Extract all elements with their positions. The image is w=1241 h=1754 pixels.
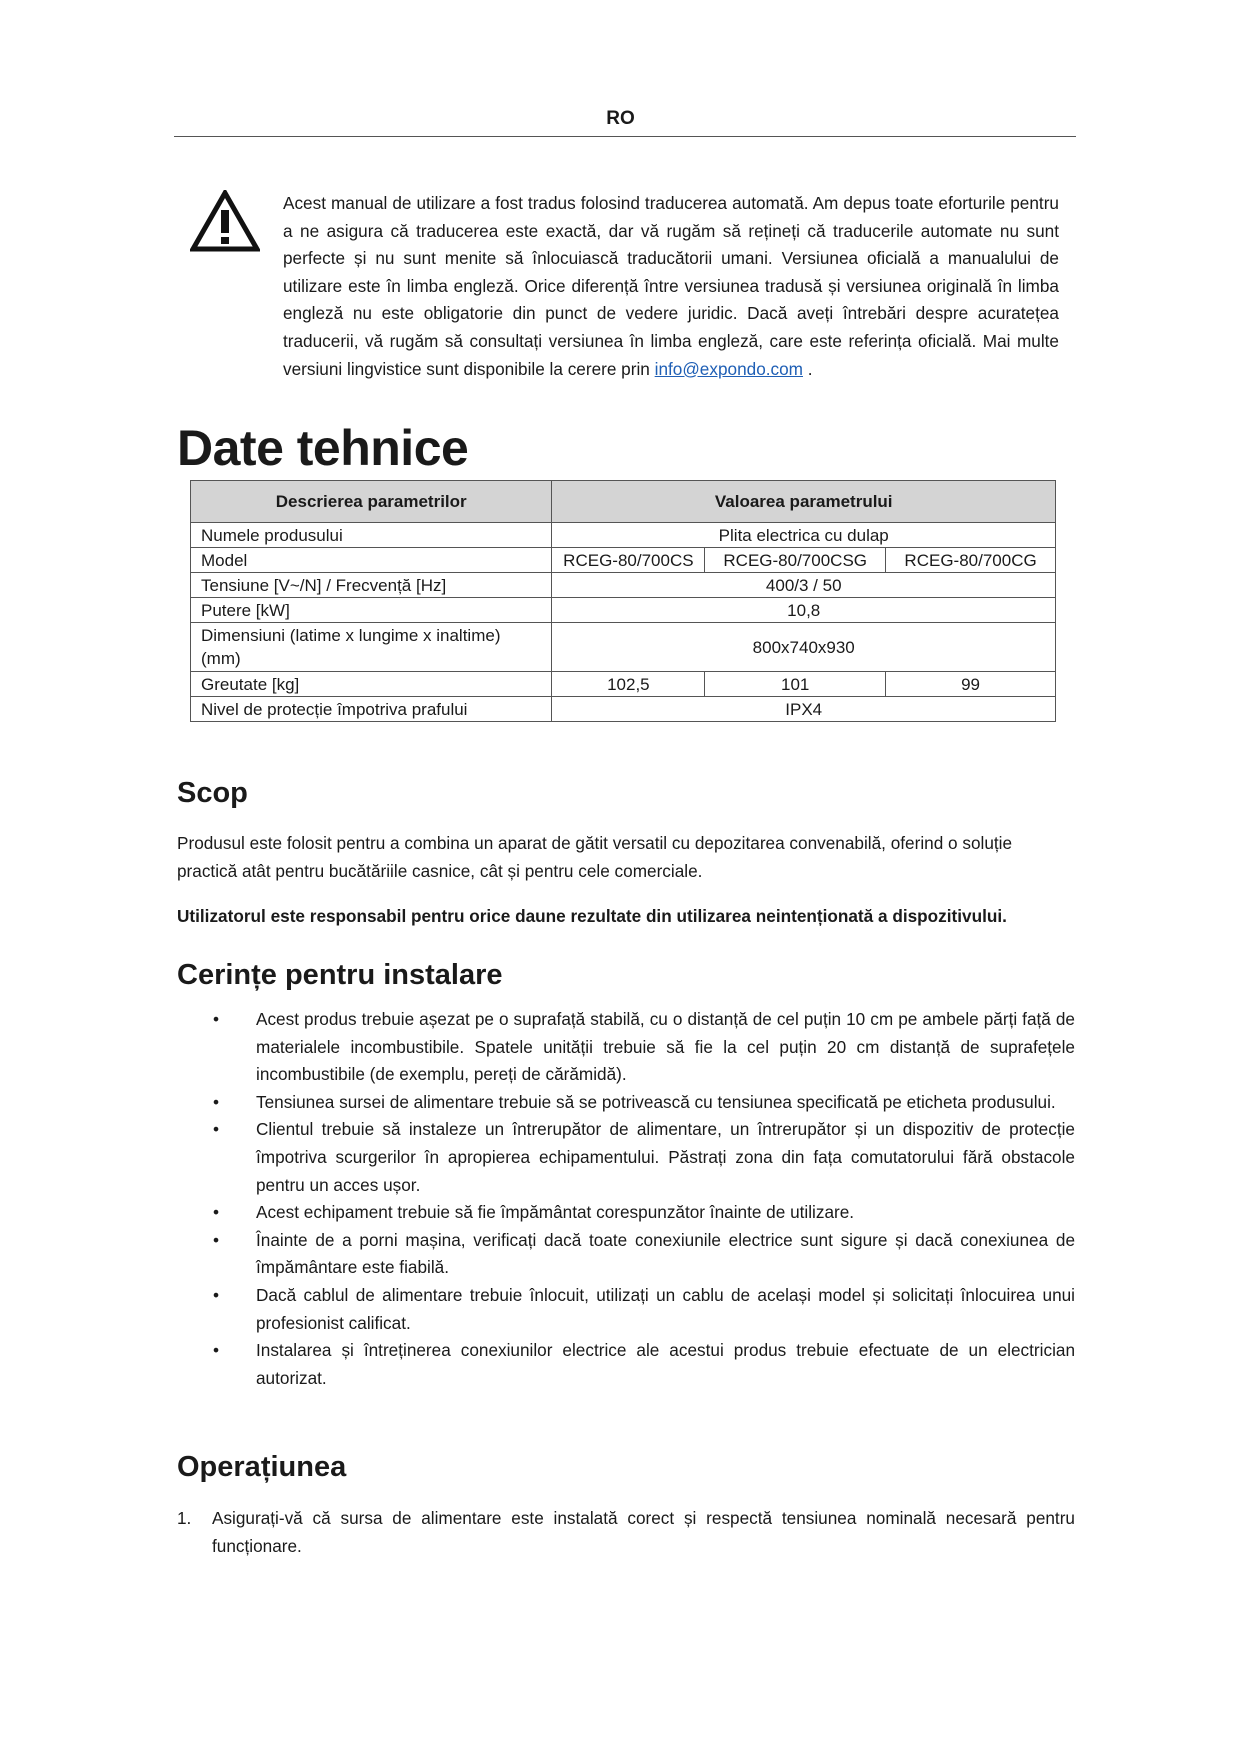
row-value: 800x740x930 [552,623,1056,672]
list-item: • Clientul trebuie să instaleze un întrerupător de alimentare, un întrerupător și un dispozitiv de protecție împotriva scurgerilor în apropierea echipamentului. Păstrați zona din fața comutatorului fără obstacole pentru un acces ușor. [213,1119,1075,1195]
row-label: Greutate [kg] [191,672,552,697]
section-title-operation: Operațiunea [177,1451,347,1483]
row-value: RCEG-80/700CSG [705,548,886,573]
install-list [177,1006,1075,1392]
row-value: IPX4 [552,697,1056,722]
row-value: Plita electrica cu dulap [552,523,1056,548]
row-value: 10,8 [552,598,1056,623]
row-label: Nivel de protecție împotriva prafului [191,697,552,722]
warning-triangle-icon [190,190,260,252]
row-value: 99 [886,672,1056,697]
section-title-tech: Date tehnice [177,420,469,476]
list-item: • Dacă cablul de alimentare trebuie înlocuit, utilizați un cablu de același model și solicitați înlocuirea unui profesionist calificat. [213,1284,1075,1333]
list-item: • Acest echipament trebuie să fie împământat corespunzător înainte de utilizare. [213,1202,855,1223]
table-row [191,697,1056,722]
list-item: 1. Asigurați-vă că sursa de alimentare este instalată corect și respectă tensiunea nominală necesară pentru funcționare. [177,1508,1075,1556]
list-item: • Înainte de a porni mașina, verificați dacă toate conexiunile electrice sunt sigure și dacă conexiunea de împământare este fiabilă. [213,1229,1075,1278]
row-value: RCEG-80/700CG [886,548,1056,573]
row-value: 102,5 [552,672,705,697]
table-row [191,623,1056,672]
list-item: • Acest produs trebuie așezat pe o suprafață stabilă, cu o distanță de cel puțin 10 cm pe ambele părți față de materialele incombustibile. Spatele unității trebuie să fie la cel puțin 20 cm distanță de suprafețele incombustibile (de exemplu, pereți de cărămidă). [213,1009,1075,1085]
row-value: RCEG-80/700CS [552,548,705,573]
table-header: Descrierea parametrilor [191,481,552,523]
table-row [191,598,1056,623]
table-row [191,573,1056,598]
operation-list [177,1505,1075,1560]
row-value: 101 [705,672,886,697]
list-item: • Instalarea și întreținerea conexiunilor electrice ale acestui produs trebuie efectuate de un electrician autorizat. [213,1340,1075,1388]
spec-table [190,480,1056,722]
list-item: • Tensiunea sursei de alimentare trebuie să se potrivească cu tensiunea specificată pe eticheta produsului. [213,1091,1056,1112]
table-header: Valoarea parametrului [552,481,1056,523]
section-title-install: Cerințe pentru instalare [177,959,503,991]
translation-notice: Acest manual de utilizare a fost tradus folosind traducerea automată. Am depus toate eforturile pentru a ne asigura că traducerea este exactă, dar vă rugăm să rețineți că traducerile automate nu sunt perfecte și nu sunt menite să înlocuiască traducătorii umani. Versiunea oficială a manualului de utilizare este în limba engleză. Orice diferență între versiunea tradusă și versiunea originală în limba engleză nu este obligatorie din punct de vedere juridic. Dacă aveți întrebări despre acuratețea traducerii, vă rugăm să consultați versiunea în limba engleză, care este referința oficială. Mai multe versiuni lingvistice sunt disponibile la cerere prin info@expondo.com . [283,193,1059,379]
table-header-row [191,481,1056,523]
row-label: Model [191,548,552,573]
email-link[interactable]: info@expondo.com [654,358,803,379]
row-label: Putere [kW] [191,598,552,623]
header-divider [174,136,1076,137]
language-label: RO [606,108,635,129]
scop-responsibility: Utilizatorul este responsabil pentru orice daune rezultate din utilizarea neintenționată a dispozitivului. [177,906,1007,926]
table-row [191,672,1056,697]
row-label: Dimensiuni (latime x lungime x inaltime) (mm) [191,623,552,672]
section-title-scop: Scop [177,777,248,809]
table-row [191,548,1056,573]
row-value: 400/3 / 50 [552,573,1056,598]
row-label: Numele produsului [191,523,552,548]
row-label: Tensiune [V~/N] / Frecvență [Hz] [191,573,552,598]
table-row [191,523,1056,548]
scop-paragraph: Produsul este folosit pentru a combina un aparat de gătit versatil cu depozitarea convenabilă, oferind o soluție practică atât pentru bucătăriile casnice, cât și pentru cele comerciale. [177,833,1013,881]
